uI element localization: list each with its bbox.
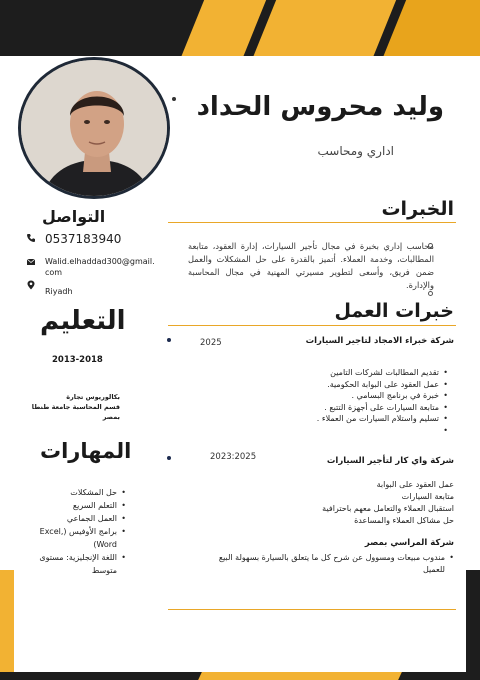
contact-phone-row	[26, 233, 121, 246]
education-heading: التعليم	[40, 306, 126, 336]
section-divider	[168, 325, 456, 326]
job-task-empty	[248, 425, 448, 437]
email-line: com	[45, 268, 63, 277]
top-banner	[0, 0, 480, 56]
email-line: Walid.elhaddad300@gmail.	[45, 257, 155, 266]
job-company: شركة خبراء الامجاد لتاجير السيارات	[305, 336, 454, 346]
skill-item: • التعلم السريع	[18, 499, 126, 512]
contact-email-row	[26, 256, 155, 278]
location-text: Riyadh	[45, 287, 73, 296]
job-date: 2025	[200, 338, 222, 348]
work-heading: خبرات العمل	[334, 300, 454, 322]
job-task-block	[234, 479, 454, 527]
experience-summary: محاسب إداري بخبرة في مجال تأجير السيارات، إدارة العقود، متابعة المطالبات، وخدمة العملاء. أتميز بالقدرة على حل المشكلات والعمل ضمن فريق، وأسعى لتطوير مسيرتي المهنية في مجال المحاسبة والإدارة.	[188, 241, 434, 290]
education-date: 2013-2018	[52, 355, 103, 365]
job-subtitle: اداري ومحاسب	[317, 144, 394, 158]
phone-number[interactable]: 0537183940	[45, 232, 122, 246]
bottom-stripe-right	[466, 570, 480, 680]
skills-heading: المهارات	[40, 439, 132, 463]
job-task: متابعة السيارات	[401, 492, 454, 501]
job-date: 2023:2025	[210, 452, 257, 462]
degree-line: قسم المحاسبة جامعة طنطا	[31, 403, 120, 411]
job-task: • عمل العقود على البوابة الحكومية.	[248, 379, 448, 391]
bullet-circle	[428, 291, 433, 296]
job-task: استقبال العملاء والتعامل معهم باحترافية	[322, 504, 454, 513]
person-name: وليد محروس الحداد	[196, 92, 444, 122]
education-degree	[30, 392, 120, 422]
job-task: حل مشاكل العملاء والمساعدة	[354, 516, 454, 525]
profile-photo-illustration	[21, 60, 170, 199]
job-task: • تسليم واستلام السيارات من العملاء .	[248, 413, 448, 425]
degree-line: بمصر	[102, 413, 120, 421]
contact-heading: التواصل	[42, 207, 106, 226]
job-task: عمل العقود على البوابة	[376, 480, 454, 489]
timeline-dot	[167, 456, 171, 460]
skill-item: • برامج الأوفيس (Excel, Word)	[18, 525, 126, 551]
experience-heading: الخبرات	[381, 198, 454, 220]
decor-dot	[172, 97, 176, 101]
job-company: شركة واي كار لتأجير السيارات	[326, 456, 454, 466]
section-divider	[168, 222, 456, 223]
bottom-bar-accent	[198, 672, 402, 680]
contact-location-row	[26, 280, 73, 297]
job-task: • تقديم المطالبات لشركات التامين	[248, 367, 448, 379]
email-address[interactable]	[45, 256, 155, 278]
skill-item: • حل المشكلات	[18, 486, 126, 499]
job-task-list	[248, 367, 448, 436]
phone-icon	[26, 233, 36, 243]
job-company: شركة المراسي بمصر	[364, 538, 454, 548]
bottom-stripe-left	[0, 570, 14, 680]
job-task-list	[204, 552, 454, 575]
timeline-dot	[167, 338, 171, 342]
job-task: • مندوب مبيعات ومسوول عن شرح كل ما يتعلق بالسيارة بسهولة البيع للعميل	[204, 552, 454, 575]
email-icon	[26, 257, 36, 267]
profile-photo	[18, 57, 170, 199]
skill-item: • العمل الجماعي	[18, 512, 126, 525]
skill-item: • اللغة الإنجليزية: مستوى متوسط	[18, 551, 126, 577]
skills-list	[18, 486, 126, 577]
section-divider	[168, 609, 456, 610]
job-task: • خبرة في برنامج البسامي .	[248, 390, 448, 402]
location-icon	[26, 280, 36, 290]
degree-line: بكالوريوس تجارة	[66, 393, 120, 401]
banner-stripe	[240, 0, 404, 56]
job-task: • متابعة السيارات على أجهزة التتبع .	[248, 402, 448, 414]
